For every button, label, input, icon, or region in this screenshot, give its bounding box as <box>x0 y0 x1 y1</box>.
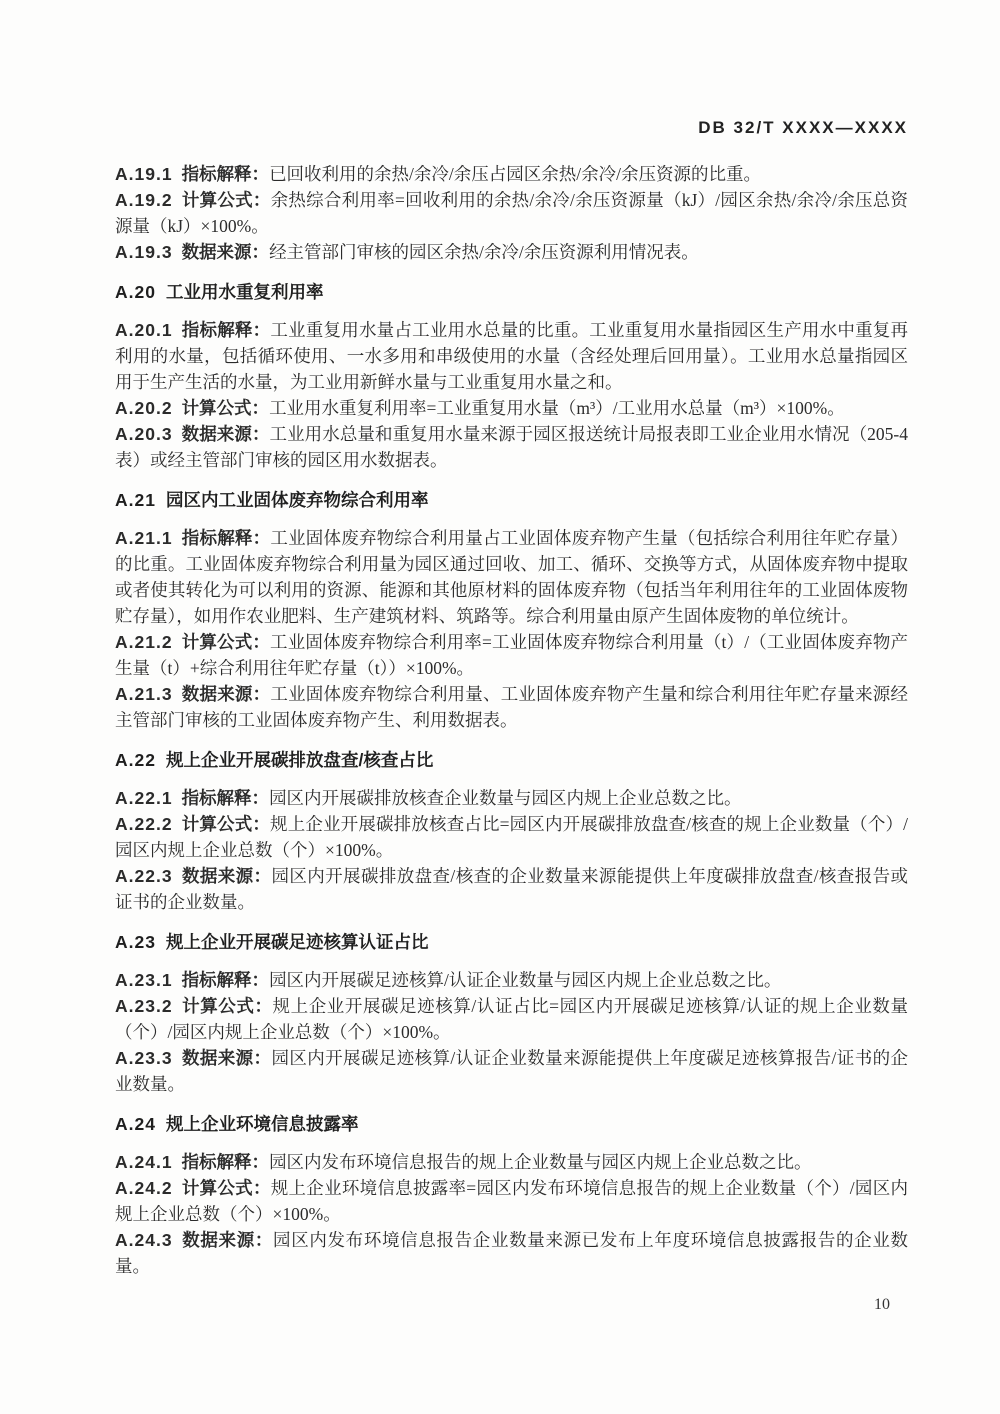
clause <box>115 161 908 187</box>
clause-number: A.23.3 <box>115 1048 173 1068</box>
section-a24 <box>115 1111 908 1279</box>
clause-label: 计算公式： <box>181 1178 271 1198</box>
section-title: 工业用水重复利用率 <box>165 282 324 302</box>
clause-label: 计算公式： <box>181 996 273 1016</box>
section-number: A.21 <box>115 490 156 510</box>
clause-number: A.23.1 <box>115 970 173 990</box>
section-title: 规上企业开展碳足迹核算认证占比 <box>165 932 429 952</box>
section-heading <box>115 747 908 773</box>
section-title: 园区内工业固体废弃物综合利用率 <box>165 490 429 510</box>
clause-number: A.20.1 <box>115 320 173 340</box>
clause-label: 数据来源： <box>181 424 270 444</box>
clause-text: 园区内开展碳足迹核算/认证企业数量来源能提供上年度碳足迹核算报告/证书的企业数量。 <box>115 1048 908 1094</box>
clause-label: 计算公式： <box>181 632 271 652</box>
clause-text: 工业用水总量和重复用水量来源于园区报送统计局报表即工业企业用水情况（205-4表）或经主管部门审核的园区用水数据表。 <box>115 424 908 470</box>
clause-label: 指标解释： <box>181 788 270 808</box>
section-number: A.22 <box>115 750 156 770</box>
section-title: 规上企业环境信息披露率 <box>165 1114 359 1134</box>
page-number: 10 <box>874 1296 890 1313</box>
clause-label: 数据来源： <box>181 1048 272 1068</box>
section-heading <box>115 279 908 305</box>
clause-number: A.22.2 <box>115 814 173 834</box>
clause-number: A.20.2 <box>115 398 173 418</box>
clause-number: A.19.2 <box>115 190 173 210</box>
clause-text: 已回收利用的余热/余冷/余压占园区余热/余冷/余压资源的比重。 <box>269 164 762 184</box>
clause-text: 规上企业开展碳足迹核算/认证占比=园区内开展碳足迹核算/认证的规上企业数量（个）/园区内规上企业总数（个）×100%。 <box>115 996 909 1042</box>
clause <box>115 317 908 395</box>
clause-label: 指标解释： <box>181 528 271 548</box>
clause-text: 工业固体废弃物综合利用率=工业固体废弃物综合利用量（t）/（工业固体废弃物产生量（t）+综合利用往年贮存量（t））×100%。 <box>115 632 909 678</box>
clause <box>115 1175 908 1227</box>
clause <box>115 967 908 993</box>
clause <box>115 239 908 265</box>
clause-label: 计算公式： <box>181 398 270 418</box>
clause <box>115 863 908 915</box>
clause-label: 计算公式： <box>181 814 271 834</box>
clause-label: 数据来源： <box>181 684 271 704</box>
document-body <box>115 161 908 1279</box>
clause-label: 数据来源： <box>181 866 272 886</box>
clause-number: A.19.3 <box>115 242 173 262</box>
clause <box>115 629 908 681</box>
clause-number: A.22.3 <box>115 866 173 886</box>
clause-label: 指标解释： <box>181 1152 270 1172</box>
clause-text: 工业固体废弃物综合利用量占工业固体废弃物产生量（包括综合利用往年贮存量）的比重。工业固体废弃物综合利用量为园区通过回收、加工、循环、交换等方式，从固体废弃物中提取或者使其转化为可以利用的资源、能源和其他原材料的固体废弃物（包括当年利用往年的工业固体废物贮存量），如用作农业肥料、生产建筑材料、筑路等。综合利用量由原产生固体废物的单位统计。 <box>115 528 909 626</box>
document-code: DB 32/T XXXX—XXXX <box>698 118 908 137</box>
clause <box>115 1149 908 1175</box>
clause <box>115 395 908 421</box>
clause <box>115 681 908 733</box>
section-heading <box>115 929 908 955</box>
section-title: 规上企业开展碳排放盘查/核查占比 <box>165 750 434 770</box>
document-header <box>115 118 908 138</box>
section-a23 <box>115 929 908 1097</box>
clause-number: A.21.2 <box>115 632 173 652</box>
clause-number: A.22.1 <box>115 788 173 808</box>
clause-text: 园区内开展碳排放核查企业数量与园区内规上企业总数之比。 <box>269 788 742 808</box>
section-a21 <box>115 487 908 733</box>
clause-label: 数据来源： <box>181 1230 274 1250</box>
clause-number: A.24.2 <box>115 1178 173 1198</box>
clause-text: 工业重复用水量占工业用水总量的比重。工业重复用水量指园区生产用水中重复再利用的水量，包括循环使用、一水多用和串级使用的水量（含经处理后回用量）。工业用水总量指园区用于生产生活的水量，为工业用新鲜水量与工业重复用水量之和。 <box>115 320 909 392</box>
clause-label: 计算公式： <box>181 190 271 210</box>
clause <box>115 187 908 239</box>
clause-label: 指标解释： <box>181 970 270 990</box>
clause-number: A.21.3 <box>115 684 173 704</box>
section-a19 <box>115 161 908 265</box>
clause-label: 数据来源： <box>181 242 270 262</box>
clause-number: A.19.1 <box>115 164 173 184</box>
clause-text: 园区内发布环境信息报告的规上企业数量与园区内规上企业总数之比。 <box>269 1152 812 1172</box>
clause-text: 园区内发布环境信息报告企业数量来源已发布上年度环境信息披露报告的企业数量。 <box>115 1230 909 1276</box>
clause-text: 余热综合利用率=回收利用的余热/余冷/余压资源量（kJ）/园区余热/余冷/余压总资源量（kJ）×100%。 <box>115 190 908 236</box>
clause <box>115 785 908 811</box>
clause-label: 指标解释： <box>181 320 271 340</box>
clause-number: A.23.2 <box>115 996 173 1016</box>
clause-text: 规上企业环境信息披露率=园区内发布环境信息报告的规上企业数量（个）/园区内规上企业总数（个）×100%。 <box>115 1178 908 1224</box>
section-heading <box>115 1111 908 1137</box>
clause-number: A.21.1 <box>115 528 173 548</box>
section-heading <box>115 487 908 513</box>
clause-number: A.20.3 <box>115 424 173 444</box>
clause-text: 园区内开展碳足迹核算/认证企业数量与园区内规上企业总数之比。 <box>269 970 782 990</box>
section-a22 <box>115 747 908 915</box>
clause-text: 工业用水重复利用率=工业重复用水量（m³）/工业用水总量（m³）×100%。 <box>269 398 845 418</box>
clause-text: 经主管部门审核的园区余热/余冷/余压资源利用情况表。 <box>269 242 699 262</box>
clause <box>115 1227 908 1279</box>
section-a20 <box>115 279 908 473</box>
clause <box>115 525 908 629</box>
section-number: A.23 <box>115 932 156 952</box>
clause-number: A.24.1 <box>115 1152 173 1172</box>
clause <box>115 993 908 1045</box>
clause-label: 指标解释： <box>181 164 270 184</box>
section-number: A.24 <box>115 1114 156 1134</box>
clause-text: 园区内开展碳排放盘查/核查的企业数量来源能提供上年度碳排放盘查/核查报告或证书的企业数量。 <box>115 866 908 912</box>
clause-text: 规上企业开展碳排放核查占比=园区内开展碳排放盘查/核查的规上企业数量（个）/园区内规上企业总数（个）×100%。 <box>115 814 909 860</box>
section-number: A.20 <box>115 282 156 302</box>
clause <box>115 1045 908 1097</box>
clause <box>115 811 908 863</box>
clause-number: A.24.3 <box>115 1230 173 1250</box>
clause-text: 工业固体废弃物综合利用量、工业固体废弃物产生量和综合利用往年贮存量来源经主管部门审核的工业固体废弃物产生、利用数据表。 <box>115 684 909 730</box>
clause <box>115 421 908 473</box>
